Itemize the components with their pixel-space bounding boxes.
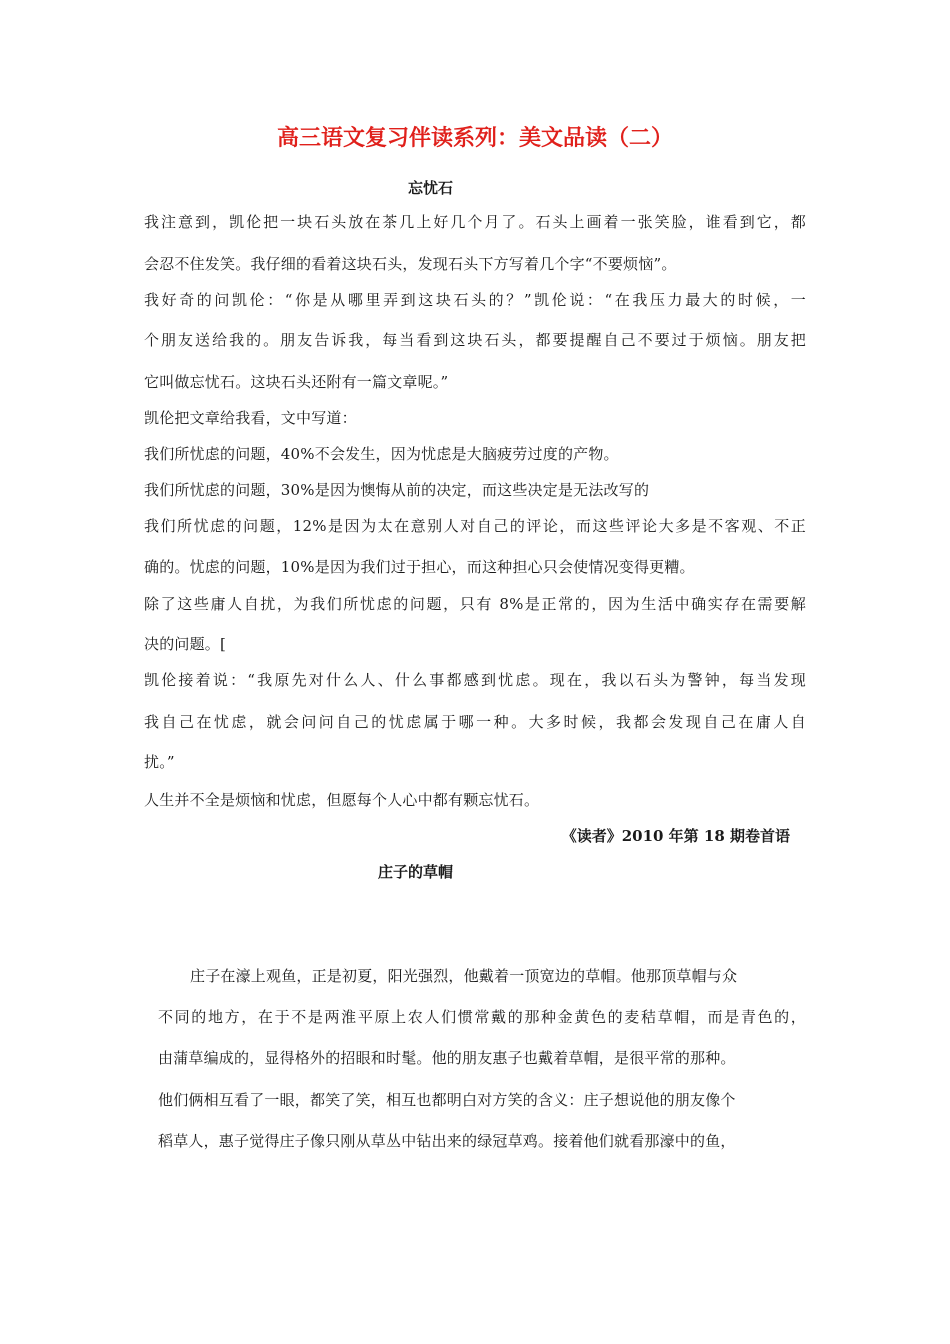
paragraph-line: 它叫做忘忧石。这块石头还附有一篇文章呢。” (144, 373, 449, 391)
paragraph-line: 会忍不住发笑。我仔细的看着这块石头，发现石头下方写着几个字“不要烦恼”。 (144, 255, 677, 273)
paragraph-line: 我自己在忧虑，就会问问自己的忧虑属于哪一种。大多时候，我都会发现自己在庸人自 (144, 713, 806, 731)
paragraph-line: 个朋友送给我的。朋友告诉我，每当看到这块石头，都要提醒自己不要过于烦恼。朋友把 (144, 331, 806, 349)
paragraph-line: 确的。忧虑的问题，10%是因为我们过于担心，而这种担心只会使情况变得更糟。 (144, 558, 695, 576)
paragraph-line: 他们俩相互看了一眼，都笑了笑，相互也都明白对方笑的含义：庄子想说他的朋友像个 (158, 1091, 736, 1109)
article-title-wangyoushi: 忘忧石 (408, 179, 454, 197)
paragraph-line: 稻草人，惠子觉得庄子像只刚从草丛中钻出来的绿冠草鸡。接着他们就看那濠中的鱼， (158, 1132, 736, 1150)
paragraph-line: 凯伦接着说：“我原先对什么人、什么事都感到忧虑。现在，我以石头为警钟，每当发现 (144, 671, 806, 689)
paragraph-line: 我们所忧虑的问题，40%不会发生，因为忧虑是大脑疲劳过度的产物。 (144, 445, 619, 463)
paragraph-line: 人生并不全是烦恼和忧虑，但愿每个人心中都有颗忘忧石。 (144, 791, 540, 809)
paragraph-line: 扰。” (144, 753, 175, 771)
article-source: 《读者》2010 年第 18 期卷首语 (561, 827, 790, 845)
paragraph-line: 不同的地方，在于不是两淮平原上农人们惯常戴的那种金黄色的麦秸草帽，而是青色的， (158, 1008, 806, 1026)
paragraph-line: 我们所忧虑的问题，12%是因为太在意别人对自己的评论，而这些评论大多是不客观、不正 (144, 517, 806, 535)
paragraph-line: 我注意到，凯伦把一块石头放在茶几上好几个月了。石头上画着一张笑脸，谁看到它，都 (144, 213, 806, 231)
paragraph-line: 我好奇的问凯伦：“你是从哪里弄到这块石头的？”凯伦说：“在我压力最大的时候，一 (144, 291, 806, 309)
paragraph-line: 我们所忧虑的问题，30%是因为懊悔从前的决定，而这些决定是无法改写的 (144, 481, 650, 499)
paragraph-line: 由蒲草编成的，显得格外的招眼和时髦。他的朋友惠子也戴着草帽，是很平常的那种。 (158, 1049, 736, 1067)
paragraph-line: 庄子在濠上观鱼，正是初夏，阳光强烈，他戴着一顶宽边的草帽。他那顶草帽与众 (190, 967, 738, 985)
document-title: 高三语文复习伴读系列：美文品读（二） (276, 126, 673, 151)
paragraph-line: 凯伦把文章给我看，文中写道： (144, 409, 357, 427)
paragraph-line: 决的问题。[ (144, 635, 227, 653)
article-title-zhuangzi: 庄子的草帽 (378, 863, 454, 881)
paragraph-line: 除了这些庸人自扰，为我们所忧虑的问题，只有 8%是正常的，因为生活中确实存在需要解 (144, 595, 806, 613)
